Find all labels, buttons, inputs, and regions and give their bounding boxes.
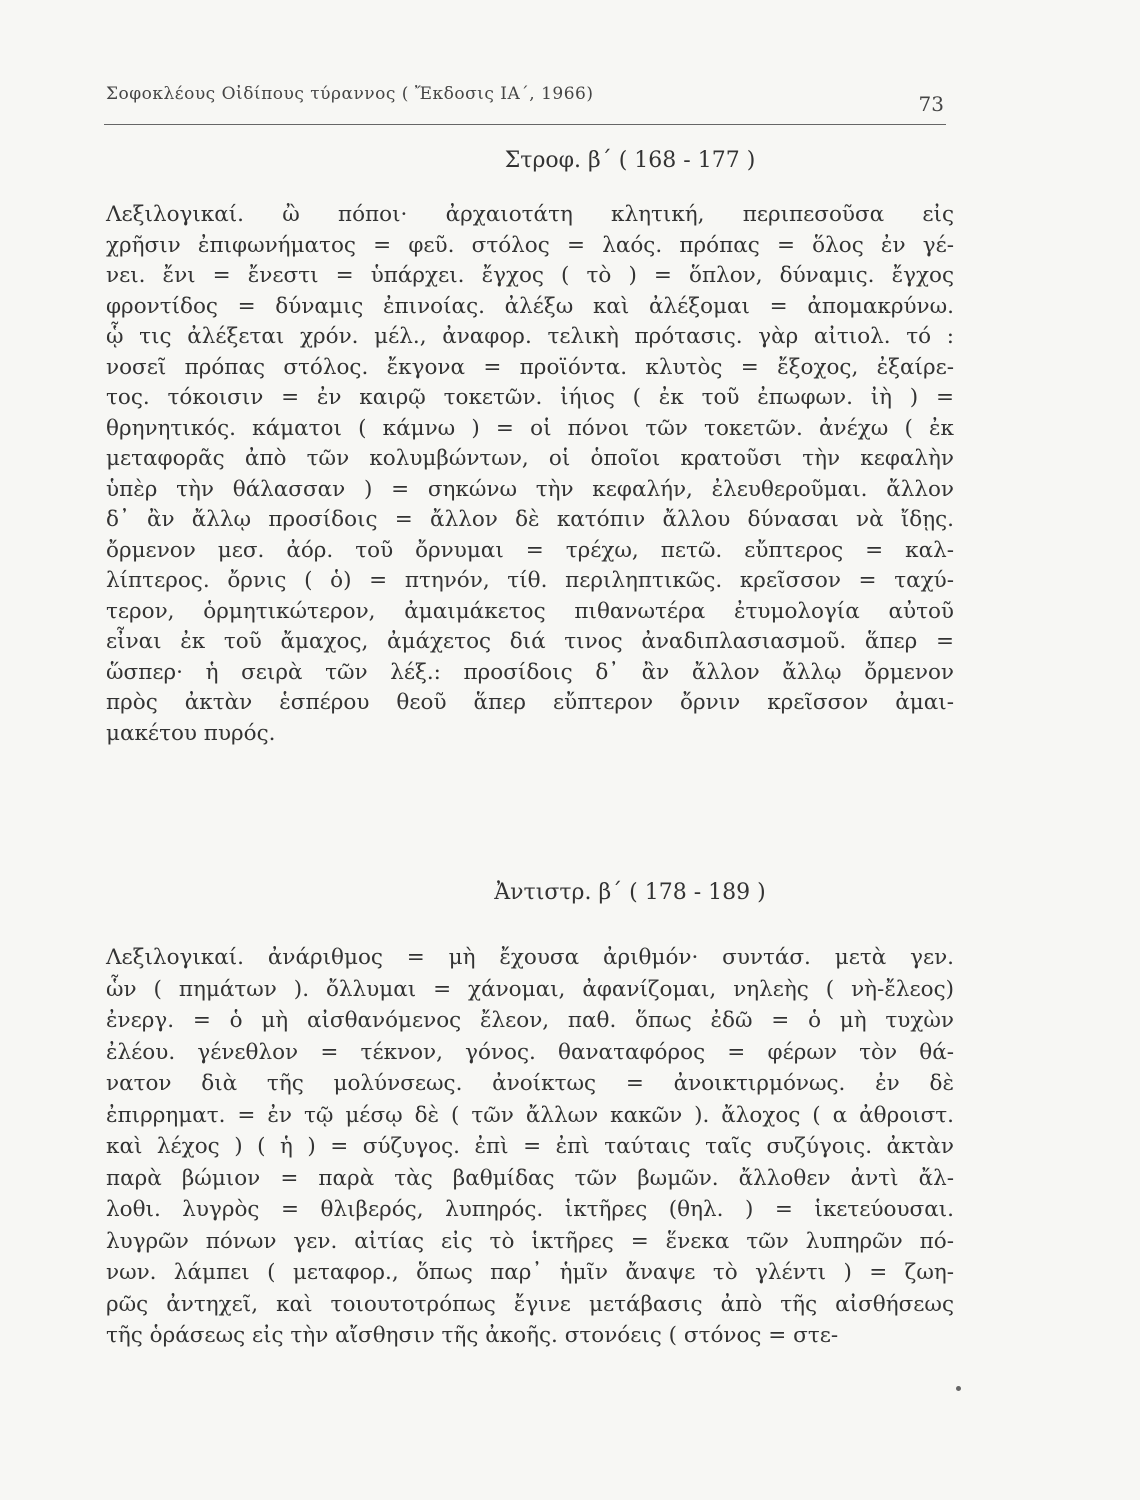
header-rule <box>104 124 946 125</box>
text-line: ρῶς ἀντηχεῖ, καὶ τοιουτοτρόπως ἔγινε μετάβασις ἀπὸ τῆς αἰσθήσεως <box>106 1291 954 1317</box>
text-line: νατον διὰ τῆς μολύνσεως. ἀνοίκτως = ἀνοικτιρμόνως. ἐν δὲ <box>106 1071 954 1096</box>
text-line: μακέτου πυρός. <box>106 720 276 746</box>
text-line: νει. ἔνι = ἔνεστι = ὑπάρχει. ἔγχος ( τὸ ) = ὅπλον, δύναμις. ἔγχος <box>106 263 954 288</box>
text-line: λυγρῶν πόνων γεν. αἰτίας εἰς τὸ ἱκτῆρες = ἕνεκα τῶν λυπηρῶν πό- <box>106 1228 954 1254</box>
text-line: Λεξιλογικαί. ἀνάριθμος = μὴ ἔχουσα ἀριθμόν· συντάσ. μετὰ γεν. <box>106 945 954 970</box>
text-line: ὧν ( πημάτων ). ὄλλυμαι = χάνομαι, ἀφανίζομαι, νηλεὴς ( νὴ-ἔλεος) <box>106 976 954 1002</box>
text-line: εἶναι ἐκ τοῦ ἄμαχος, ἀμάχετος διά τινος ἀναδιπλασιασμοῦ. ἅπερ = <box>106 629 954 654</box>
text-line: τος. τόκοισιν = ἐν καιρῷ τοκετῶν. ἰήιος ( ἐκ τοῦ ἐπωφων. ἰὴ ) = <box>106 385 954 410</box>
text-line: ὑπὲρ τὴν θάλασσαν ) = σηκώνω τὴν κεφαλήν, ἐλευθεροῦμαι. ἄλλον <box>106 476 954 502</box>
text-line: καὶ λέχος ) ( ἡ ) = σύζυγος. ἐπὶ = ἐπὶ ταύταις ταῖς συζύγοις. ἀκτὰν <box>106 1134 954 1159</box>
text-line: ὥσπερ· ἡ σειρὰ τῶν λέξ.: προσίδοις δ᾽ ἂν ἄλλον ἄλλῳ ὄρμενον <box>106 659 954 685</box>
text-line: δ᾽ ἂν ἄλλῳ προσίδοις = ἄλλον δὲ κατόπιν ἄλλου δύνασαι νὰ ἴδῃς. <box>106 507 954 532</box>
text-line: ὄρμενον μεσ. ἀόρ. τοῦ ὄρνυμαι = τρέχω, πετῶ. εὔπτερος = καλ- <box>106 537 954 563</box>
text-line: φροντίδος = δύναμις ἐπινοίας. ἀλέξω καὶ ἀλέξομαι = ἀπομακρύνω. <box>106 293 954 319</box>
text-line: τερον, ὁρμητικώτερον, ἀμαιμάκετος πιθανωτέρα ἐτυμολογία αὐτοῦ <box>106 598 954 624</box>
section-heading-strophe: Στροφ. β΄ ( 168 - 177 ) <box>504 148 756 173</box>
text-line: νων. λάμπει ( μεταφορ., ὅπως παρ᾽ ἡμῖν ἄναψε τὸ γλέντι ) = ζωη- <box>106 1260 954 1285</box>
text-line: Λεξιλογικαί. ὢ πόποι· ἀρχαιοτάτη κλητική, περιπεσοῦσα εἰς <box>106 202 954 227</box>
text-line: χρῆσιν ἐπιφωνήματος = φεῦ. στόλος = λαός. πρόπας = ὅλος ἐν γέ- <box>106 232 954 258</box>
page-number: 73 <box>918 92 944 116</box>
text-line: νοσεῖ πρόπας στόλος. ἔκγονα = προϊόντα. κλυτὸς = ἔξοχος, ἐξαίρε- <box>106 354 954 380</box>
text-line: ἐλέου. γένεθλον = τέκνον, γόνος. θαναταφόρος = φέρων τὸν θά- <box>106 1039 954 1065</box>
text-line: ᾧ τις ἀλέξεται χρόν. μέλ., ἀναφορ. τελικὴ πρότασις. γὰρ αἰτιολ. τό : <box>106 324 954 349</box>
glossary-text-antistrophe <box>106 942 954 1352</box>
section-heading-antistrophe: Ἀντιστρ. β΄ ( 178 - 189 ) <box>494 880 766 905</box>
margin-dot <box>956 1386 961 1391</box>
text-line: τῆς ὁράσεως εἰς τὴν αἴσθησιν τῆς ἀκοῆς. στονόεις ( στόνος = στε- <box>106 1323 839 1348</box>
glossary-text-strophe <box>106 200 954 749</box>
text-line: ἐνεργ. = ὁ μὴ αἰσθανόμενος ἔλεον, παθ. ὅπως ἐδῶ = ὁ μὴ τυχὼν <box>106 1008 954 1033</box>
text-line: ἐπιρρηματ. = ἐν τῷ μέσῳ δὲ ( τῶν ἄλλων κακῶν ). ἄλοχος ( α ἀθροιστ. <box>106 1102 954 1128</box>
text-line: θρηνητικός. κάματοι ( κάμνω ) = οἱ πόνοι τῶν τοκετῶν. ἀνέχω ( ἐκ <box>106 415 954 441</box>
text-line: λίπτερος. ὄρνις ( ὁ) = πτηνόν, τίθ. περιληπτικῶς. κρεῖσσον = ταχύ- <box>106 568 954 593</box>
text-line: λοθι. λυγρὸς = θλιβερός, λυπηρός. ἱκτῆρες (θηλ. ) = ἱκετεύουσαι. <box>106 1197 954 1222</box>
text-line: πρὸς ἀκτὰν ἑσπέρου θεοῦ ἅπερ εὔπτερον ὄρνιν κρεῖσσον ἀμαι- <box>106 690 954 715</box>
running-title: Σοφοκλέους Οἰδίπους τύραννος ( Ἔκδοσις ΙΑ΄, 1966) <box>106 84 594 104</box>
text-line: μεταφορᾶς ἀπὸ τῶν κολυμβώντων, οἱ ὁποῖοι κρατοῦσι τὴν κεφαλὴν <box>106 446 954 471</box>
text-line: παρὰ βώμιον = παρὰ τὰς βαθμίδας τῶν βωμῶν. ἄλλοθεν ἀντὶ ἄλ- <box>106 1165 954 1191</box>
